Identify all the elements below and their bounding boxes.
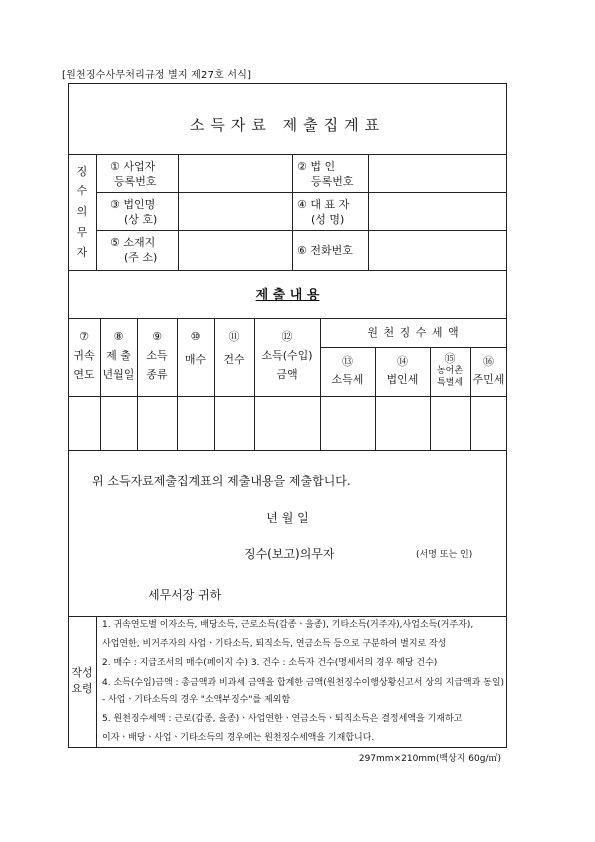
business-reg-label: 등록번호 [114, 175, 157, 188]
corp-reg-label: 등록번호 [311, 175, 354, 188]
col-header: 귀속 [73, 349, 95, 362]
col-header: 소득 [146, 349, 168, 362]
note-item: - 사업ㆍ기타소득의 경우 "소액부징수"를 제외함 [102, 695, 291, 705]
notes-label: 작성 [71, 666, 93, 679]
side-label-char: 무 [76, 226, 88, 239]
note-item: 2. 매수 : 지급조서의 매수(페이지 수) 3. 건수 : 소득자 건수(명세서의 경우 해당 건수) [102, 658, 438, 668]
representative-field[interactable] [369, 193, 506, 229]
note-item: 이자ㆍ배당ㆍ사업ㆍ기타소득의 경우에는 원천징수세액을 기재합니다. [102, 733, 375, 743]
notes-label: 요령 [71, 682, 93, 695]
representative-label: (성 명) [311, 213, 345, 226]
corp-name-field[interactable] [179, 193, 291, 229]
col-header: 법인세 [386, 373, 419, 386]
table-row[interactable] [69, 397, 506, 449]
side-label-char: 자 [76, 246, 88, 259]
divider [96, 154, 97, 270]
col-num: ⑪ [228, 330, 240, 343]
note-item: 1. 귀속연도별 이자소득, 배당소득, 근로소득(갑종ㆍ을종), 기타소득(거주자),사업소득(거주자), [102, 620, 474, 630]
side-label-char: 의 [76, 205, 88, 218]
note-item: 사업연한, 비거주자의 사업ㆍ기타소득, 퇴직소득, 연금소득 등으로 구분하여 별지로 작성 [102, 639, 447, 649]
col-header: 년월일 [102, 368, 135, 381]
phone-label: ⑥ 전화번호 [297, 244, 353, 257]
col-num: ⑧ [113, 330, 124, 343]
form-reference: [원천징수사무처리규정 별지 제27호 서식] [62, 70, 252, 81]
obligor-sign-label: 징수(보고)의무자 [244, 547, 335, 561]
note-item: 4. 소득(수입)금액 : 총금액과 비과세 금액을 합계한 금액(원천징수이행상황신고서 상의 지급액과 동일) [102, 678, 505, 688]
tax-group-header: 원 천 징 수 세 액 [367, 326, 460, 339]
corp-name-label: ③ 법인명 [110, 198, 156, 211]
address-label: (주 소) [124, 251, 158, 264]
col-num: ⑫ [281, 330, 293, 343]
side-label-char: 징 [76, 165, 88, 178]
divider [320, 347, 507, 348]
col-header: 소득(수입) [261, 349, 313, 362]
addressee: 세무서장 귀하 [148, 588, 222, 602]
col-header: 제 출 [106, 349, 131, 362]
divider [68, 318, 507, 319]
col-header: 건수 [223, 353, 245, 366]
declaration-text: 위 소득자료제출집계표의 제출내용을 제출합니다. [92, 474, 351, 488]
business-reg-field[interactable] [179, 155, 291, 191]
corp-name-label: (상 호) [124, 213, 158, 226]
col-header: 연도 [73, 368, 95, 381]
col-num: ⑨ [152, 330, 162, 343]
col-header: 소득세 [331, 373, 364, 386]
col-header: 금액 [276, 368, 298, 381]
business-reg-label: ① 사업자 [110, 160, 156, 173]
col-num: ⑮ [444, 352, 456, 365]
date-line: 년 월 일 [266, 511, 309, 525]
col-header: 특별세 [436, 378, 464, 388]
phone-field[interactable] [369, 231, 506, 269]
paper-spec: 297mm×210mm(백상지 60g/㎡) [358, 754, 501, 764]
col-header: 주민세 [472, 373, 505, 386]
col-num: ⑦ [79, 330, 89, 343]
representative-label: ④ 대 표 자 [297, 198, 350, 211]
address-label: ⑤ 소재지 [110, 236, 156, 249]
col-num: ⑬ [342, 355, 353, 368]
col-num: ⑩ [190, 330, 201, 343]
col-header: 농어촌 [436, 366, 464, 376]
col-num: ⑯ [483, 355, 494, 368]
corp-reg-field[interactable] [369, 155, 506, 191]
note-item: 5. 원천징수세액 : 근로(갑종, 을종)ㆍ사업연한ㆍ연금소득ㆍ퇴직소득은 결정세액을 기재하고 [102, 714, 463, 724]
divider [68, 450, 507, 451]
col-num: ⑭ [397, 355, 408, 368]
divider [96, 616, 97, 748]
col-header: 종류 [146, 368, 168, 381]
divider [68, 616, 507, 617]
divider [292, 154, 293, 270]
section-title: 제 출 내 용 [255, 288, 320, 303]
signature-hint: (서명 또는 인) [416, 550, 473, 560]
form-title: 소득자료 제출집계표 [189, 116, 386, 134]
address-field[interactable] [179, 231, 291, 269]
divider [68, 270, 507, 271]
corp-reg-label: ② 법 인 [297, 160, 336, 173]
col-header: 매수 [184, 353, 207, 366]
side-label-char: 수 [76, 184, 88, 197]
